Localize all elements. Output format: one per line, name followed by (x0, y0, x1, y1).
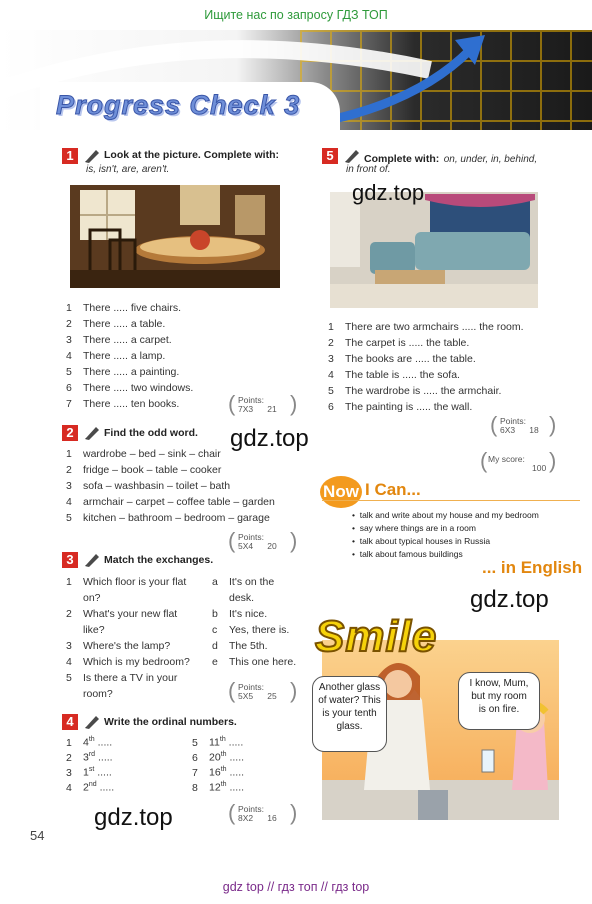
pencil-icon (84, 424, 102, 440)
match-question: 4 Which is my bedroom? (66, 656, 190, 668)
exercise-1-instruction: Look at the picture. Complete with: (104, 149, 280, 161)
list-item: 5 There ..... a painting. (66, 366, 180, 378)
exercise-2-instruction: Find the odd word. (104, 427, 198, 439)
list-item: • say where things are in a room (352, 523, 476, 533)
score-bracket-right: ) (549, 448, 557, 473)
points-bracket-left: ( (228, 528, 236, 553)
match-question-cont: on? (83, 592, 101, 604)
list-item: 1 There are two armchairs ..... the room. (328, 321, 524, 333)
exercise-1-list (66, 302, 193, 414)
match-question: 1 Which floor is your flat (66, 576, 187, 588)
page-number: 54 (30, 828, 45, 843)
match-answer: e This one here. (212, 656, 297, 668)
score-bracket-left: ( (480, 448, 488, 473)
now-badge: Now (320, 476, 362, 508)
match-question-cont: like? (83, 624, 105, 636)
exercise-4-number: 4 (62, 714, 78, 730)
points-bracket-right: ) (290, 391, 298, 416)
points-bracket-left: ( (228, 800, 236, 825)
match-answer: c Yes, there is. (212, 624, 290, 636)
points-bracket-right: ) (290, 528, 298, 553)
exercise-4-points: Points: 8X2 16 (238, 804, 277, 823)
exercise-3-instruction: Match the exchanges. (104, 554, 214, 566)
list-item: • talk and write about my house and my bedroom (352, 510, 539, 520)
match-question: 3 Where's the lamp? (66, 640, 171, 652)
points-bracket-right: ) (290, 800, 298, 825)
list-item: 6 The painting is ..... the wall. (328, 401, 473, 413)
list-item: • talk about famous buildings (352, 549, 463, 559)
exercise-4-right-list (192, 736, 244, 796)
i-can-heading: I Can... (365, 480, 421, 499)
bottom-links[interactable]: gdz top // гдз топ // гдз top (222, 880, 370, 894)
list-item: 3 sofa – washbasin – toilet – bath (66, 480, 231, 492)
list-item: 3 The books are ..... the table. (328, 353, 476, 365)
watermark: gdz.top (470, 586, 549, 613)
match-answer: d The 5th. (212, 640, 268, 652)
list-item: 7 16th ..... (192, 766, 245, 779)
exercise-4-instruction: Write the ordinal numbers. (104, 716, 237, 728)
match-answer-cont: desk. (229, 592, 255, 604)
list-item: 3 1st ..... (66, 766, 112, 779)
top-search-link[interactable]: Ищите нас по запросу ГДЗ ТОП (204, 8, 388, 22)
watermark: gdz.top (230, 425, 309, 452)
points-bracket-left: ( (228, 678, 236, 703)
exercise-3-number: 3 (62, 552, 78, 568)
i-can-list (352, 510, 539, 562)
list-item: 2 The carpet is ..... the table. (328, 337, 470, 349)
exercise-1-points: Points: 7X3 21 (238, 395, 277, 414)
list-item: • talk about typical houses in Russia (352, 536, 491, 546)
match-question: 2 What's your new flat (66, 608, 178, 620)
list-item: 2 3rd ..... (66, 751, 113, 764)
living-room-photo (330, 192, 538, 308)
exercise-3-points: Points: 5X5 25 (238, 682, 277, 701)
exercise-2-list (66, 448, 275, 528)
list-item: 4 The table is ..... the sofa. (328, 369, 460, 381)
exercise-4-left-list (66, 736, 114, 796)
list-item: 6 20th ..... (192, 751, 245, 764)
pencil-icon (344, 147, 362, 163)
pencil-icon (84, 147, 102, 163)
exercise-5-list (328, 321, 524, 417)
list-item: 2 There ..... a table. (66, 318, 166, 330)
dining-room-photo (70, 185, 280, 288)
watermark: gdz.top (352, 180, 425, 205)
pencil-icon (84, 551, 102, 567)
list-item: 4 There ..... a lamp. (66, 350, 166, 362)
list-item: 3 There ..... a carpet. (66, 334, 172, 346)
smile-title: Smile (315, 612, 438, 661)
list-item: 2 fridge – book – table – cooker (66, 464, 222, 476)
points-bracket-right: ) (290, 678, 298, 703)
page-title: Progress Check 3 (56, 90, 301, 120)
exercise-5-instruction: Complete with: on, under, in, behind, (364, 153, 538, 165)
exercise-1-words: is, isn't, are, aren't. (86, 164, 170, 175)
match-answer: a It's on the (212, 576, 275, 588)
exercise-2-points: Points: 5X4 20 (238, 532, 277, 551)
list-item: 7 There ..... ten books. (66, 398, 180, 410)
list-item: 1 There ..... five chairs. (66, 302, 182, 314)
speech-bubble-girl: I know, Mum, but my room is on fire. (458, 672, 540, 730)
my-score: My score: 100 (488, 454, 547, 473)
list-item: 5 The wardrobe is ..... the armchair. (328, 385, 502, 397)
match-question-cont: room? (83, 688, 113, 700)
list-item: 5 kitchen – bathroom – bedroom – garage (66, 512, 270, 524)
pencil-icon (84, 713, 102, 729)
exercise-5-words: in front of. (346, 164, 391, 175)
points-bracket-left: ( (228, 391, 236, 416)
speech-bubble-mother: Another glass of water? This is your tenth glass. (312, 676, 387, 752)
list-item: 8 12th ..... (192, 781, 245, 794)
list-item: 1 wardrobe – bed – sink – chair (66, 448, 221, 460)
exercise-5-points: Points: 6X3 18 (500, 416, 539, 435)
list-item: 1 4th ..... (66, 736, 113, 749)
watermark: gdz.top (94, 804, 173, 831)
match-question: 5 Is there a TV in your (66, 672, 178, 684)
in-english-label: ... in English (482, 558, 583, 577)
list-item: 6 There ..... two windows. (66, 382, 194, 394)
exercise-5-number: 5 (322, 148, 338, 164)
exercise-1-number: 1 (62, 148, 78, 164)
match-answer: b It's nice. (212, 608, 268, 620)
exercise-2-number: 2 (62, 425, 78, 441)
list-item: 4 2nd ..... (66, 781, 115, 794)
points-bracket-right: ) (549, 412, 557, 437)
points-bracket-left: ( (490, 412, 498, 437)
list-item: 5 11th ..... (192, 736, 244, 749)
list-item: 4 armchair – carpet – coffee table – garden (66, 496, 275, 508)
